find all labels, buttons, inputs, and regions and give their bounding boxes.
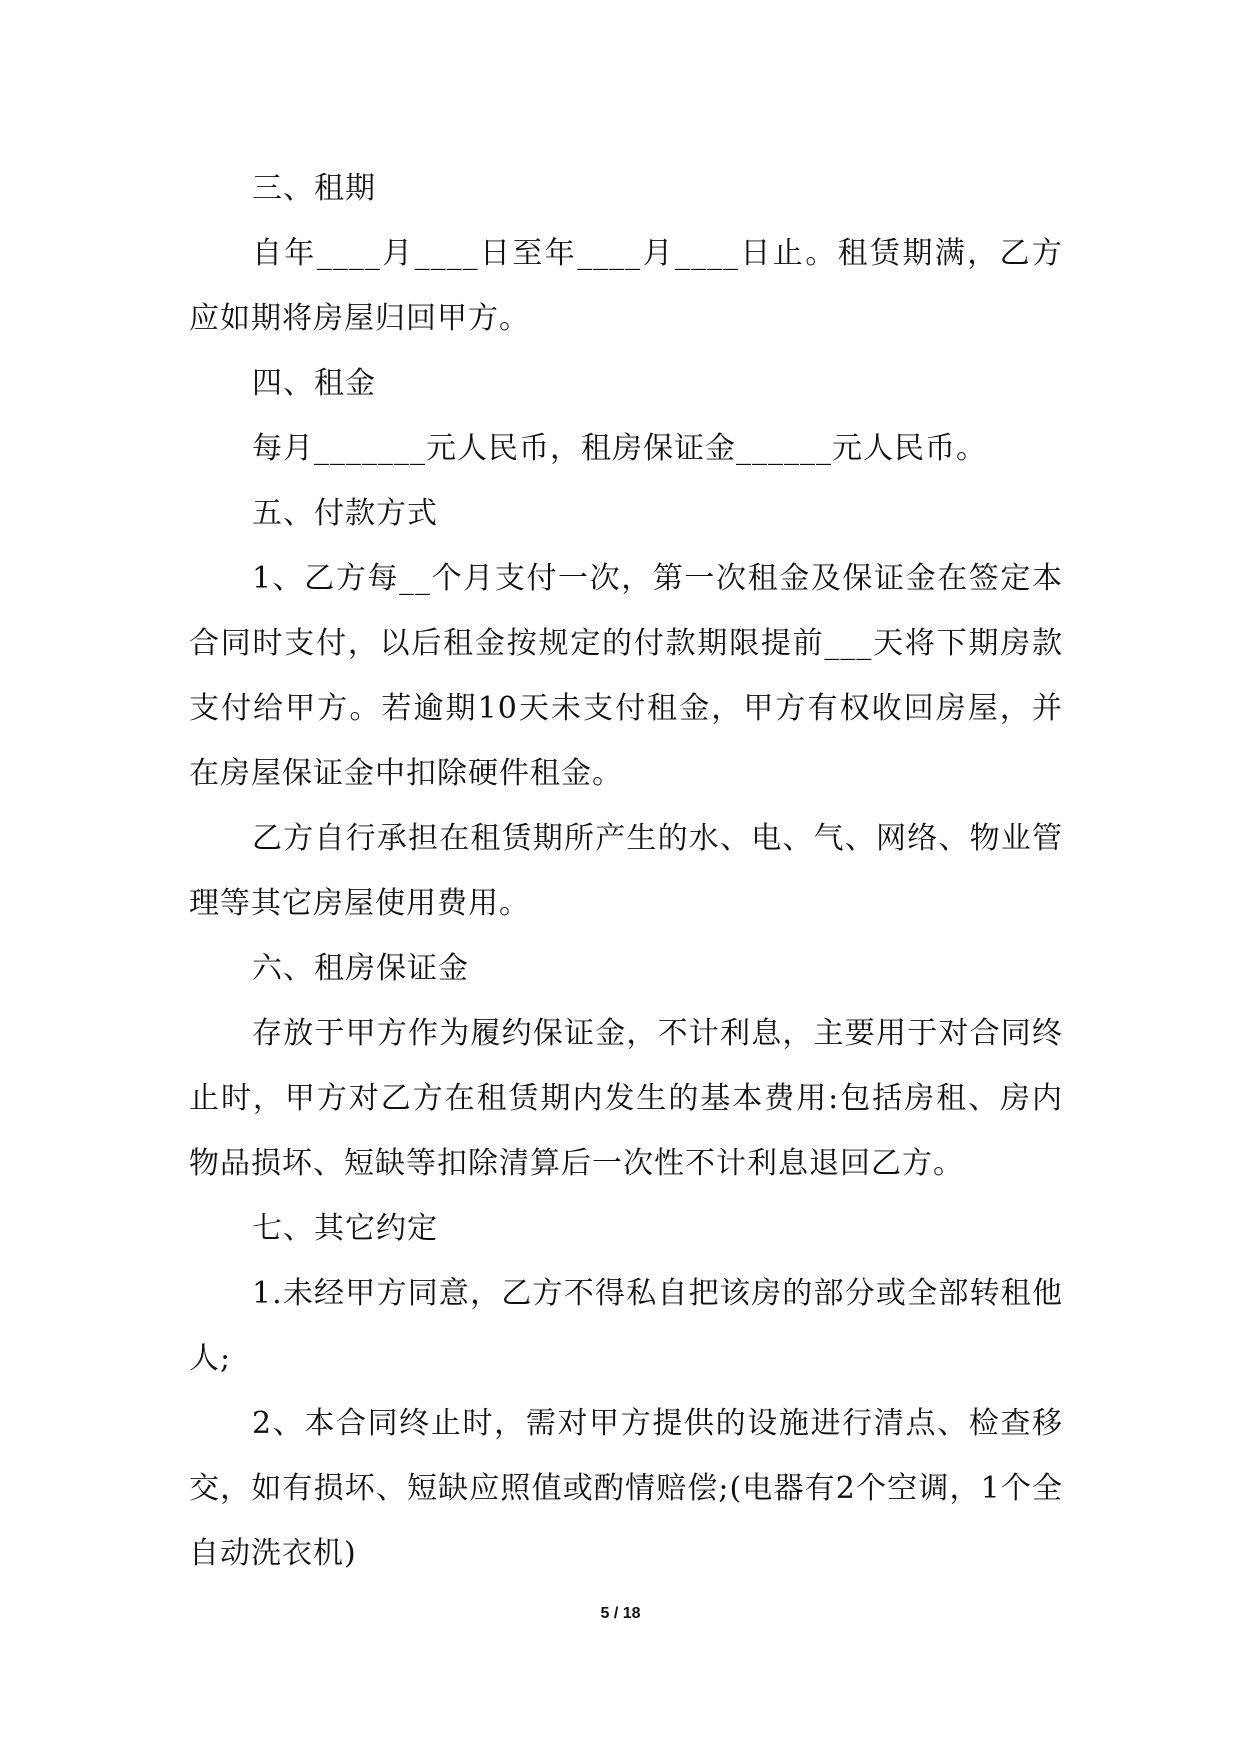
paragraph-rent: 每月_______元人民币，租房保证金______元人民币。 (252, 431, 987, 466)
paragraph-payment-terms: 1、乙方每__个月支付一次，第一次租金及保证金在签定本合同时支付，以后租金按规定的付款期限提前___天将下期房款支付给甲方。若逾期10天未支付租金，甲方有权收回房屋，并在房屋保证金中扣除硬件租金。 (189, 561, 1063, 791)
paragraph-lease-term: 自年____月____日至年____月____日止。租赁期满，乙方应如期将房屋归回甲方。 (189, 236, 1063, 336)
section-heading-payment: 五、付款方式 (252, 496, 438, 531)
section-heading-deposit: 六、租房保证金 (252, 951, 469, 986)
paragraph-deposit: 存放于甲方作为履约保证金，不计利息，主要用于对合同终止时，甲方对乙方在租赁期内发生的基本费用:包括房租、房内物品损坏、短缺等扣除清算后一次性不计利息退回乙方。 (189, 1016, 1063, 1181)
section-heading-lease-term: 三、租期 (252, 171, 376, 206)
paragraph-utilities: 乙方自行承担在租赁期所产生的水、电、气、网络、物业管理等其它房屋使用费用。 (189, 821, 1063, 921)
page-number: 5 / 18 (600, 1605, 641, 1622)
document-body (189, 156, 1063, 1586)
paragraph-sublet: 1.未经甲方同意，乙方不得私自把该房的部分或全部转租他人; (189, 1276, 1063, 1376)
section-heading-rent: 四、租金 (252, 366, 376, 401)
section-heading-other-terms: 七、其它约定 (252, 1211, 438, 1246)
paragraph-termination: 2、本合同终止时，需对甲方提供的设施进行清点、检查移交，如有损坏、短缺应照值或酌情赔偿;(电器有2个空调，1个全自动洗衣机) (189, 1406, 1063, 1571)
